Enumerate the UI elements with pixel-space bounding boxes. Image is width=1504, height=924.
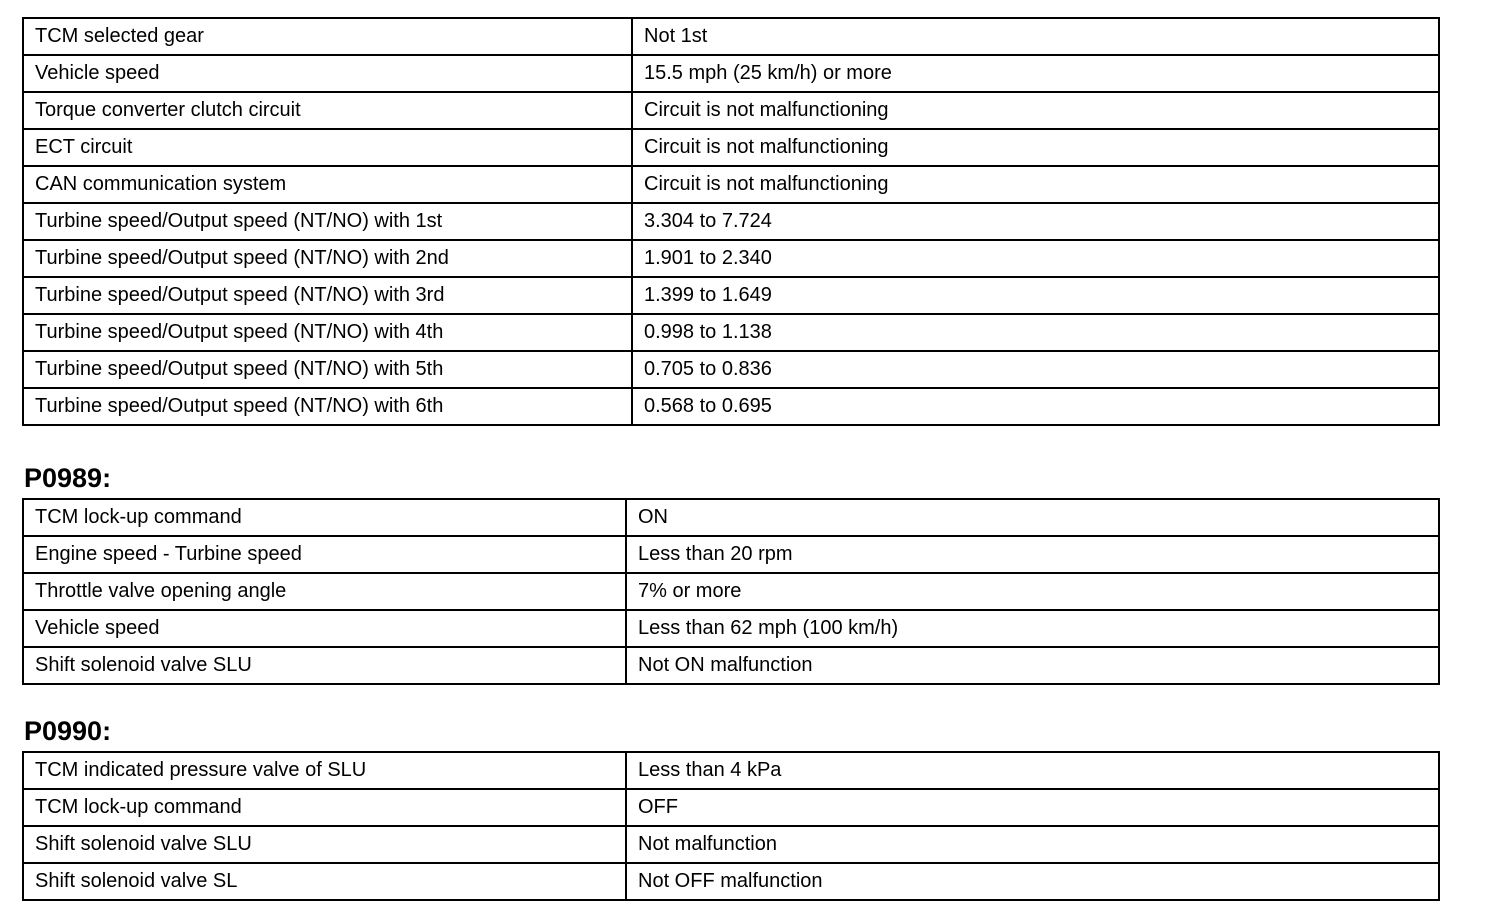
section-heading-p0990: P0990:	[24, 716, 112, 746]
table-row	[23, 203, 1439, 240]
condition-value-cell: Circuit is not malfunctioning	[632, 129, 1439, 166]
table-row	[23, 277, 1439, 314]
p0989-conditions-table	[22, 498, 1440, 685]
condition-value-cell: ON	[626, 499, 1439, 536]
section-heading-p0989: P0989:	[24, 463, 112, 493]
condition-value-cell: Not 1st	[632, 18, 1439, 55]
table-row	[23, 55, 1439, 92]
condition-value-cell: 1.399 to 1.649	[632, 277, 1439, 314]
conditions-table	[22, 17, 1440, 426]
condition-item-cell: Turbine speed/Output speed (NT/NO) with 2nd	[23, 240, 632, 277]
table-row	[23, 536, 1439, 573]
condition-item-cell: Vehicle speed	[23, 55, 632, 92]
condition-item-cell: Engine speed - Turbine speed	[23, 536, 626, 573]
condition-item-cell: Turbine speed/Output speed (NT/NO) with 1st	[23, 203, 632, 240]
condition-value-cell: Not ON malfunction	[626, 647, 1439, 684]
table-row	[23, 166, 1439, 203]
condition-item-cell: Shift solenoid valve SL	[23, 863, 626, 900]
condition-value-cell: Not malfunction	[626, 826, 1439, 863]
condition-item-cell: ECT circuit	[23, 129, 632, 166]
table-row	[23, 351, 1439, 388]
condition-item-cell: TCM indicated pressure valve of SLU	[23, 752, 626, 789]
table-row	[23, 789, 1439, 826]
condition-item-cell: Turbine speed/Output speed (NT/NO) with 3rd	[23, 277, 632, 314]
condition-value-cell: 1.901 to 2.340	[632, 240, 1439, 277]
condition-value-cell: 0.568 to 0.695	[632, 388, 1439, 425]
condition-item-cell: TCM lock-up command	[23, 499, 626, 536]
table-row	[23, 18, 1439, 55]
condition-item-cell: Shift solenoid valve SLU	[23, 647, 626, 684]
table-row	[23, 863, 1439, 900]
condition-item-cell: Torque converter clutch circuit	[23, 92, 632, 129]
condition-value-cell: Less than 62 mph (100 km/h)	[626, 610, 1439, 647]
condition-value-cell: 0.705 to 0.836	[632, 351, 1439, 388]
condition-item-cell: Turbine speed/Output speed (NT/NO) with 4th	[23, 314, 632, 351]
condition-item-cell: CAN communication system	[23, 166, 632, 203]
table-row	[23, 240, 1439, 277]
condition-value-cell: 3.304 to 7.724	[632, 203, 1439, 240]
condition-value-cell: 0.998 to 1.138	[632, 314, 1439, 351]
table-row	[23, 129, 1439, 166]
condition-item-cell: Vehicle speed	[23, 610, 626, 647]
table-row	[23, 388, 1439, 425]
table-row	[23, 647, 1439, 684]
condition-item-cell: Throttle valve opening angle	[23, 573, 626, 610]
condition-value-cell: Circuit is not malfunctioning	[632, 166, 1439, 203]
table-row	[23, 499, 1439, 536]
table-row	[23, 314, 1439, 351]
condition-item-cell: TCM lock-up command	[23, 789, 626, 826]
condition-item-cell: TCM selected gear	[23, 18, 632, 55]
table-row	[23, 826, 1439, 863]
table-row	[23, 92, 1439, 129]
condition-value-cell: 7% or more	[626, 573, 1439, 610]
condition-item-cell: Turbine speed/Output speed (NT/NO) with 5th	[23, 351, 632, 388]
condition-item-cell: Shift solenoid valve SLU	[23, 826, 626, 863]
condition-value-cell: Less than 4 kPa	[626, 752, 1439, 789]
table-row	[23, 752, 1439, 789]
condition-value-cell: Circuit is not malfunctioning	[632, 92, 1439, 129]
condition-value-cell: Not OFF malfunction	[626, 863, 1439, 900]
condition-item-cell: Turbine speed/Output speed (NT/NO) with 6th	[23, 388, 632, 425]
condition-value-cell: OFF	[626, 789, 1439, 826]
table-row	[23, 610, 1439, 647]
condition-value-cell: Less than 20 rpm	[626, 536, 1439, 573]
p0990-conditions-table	[22, 751, 1440, 901]
table-row	[23, 573, 1439, 610]
condition-value-cell: 15.5 mph (25 km/h) or more	[632, 55, 1439, 92]
